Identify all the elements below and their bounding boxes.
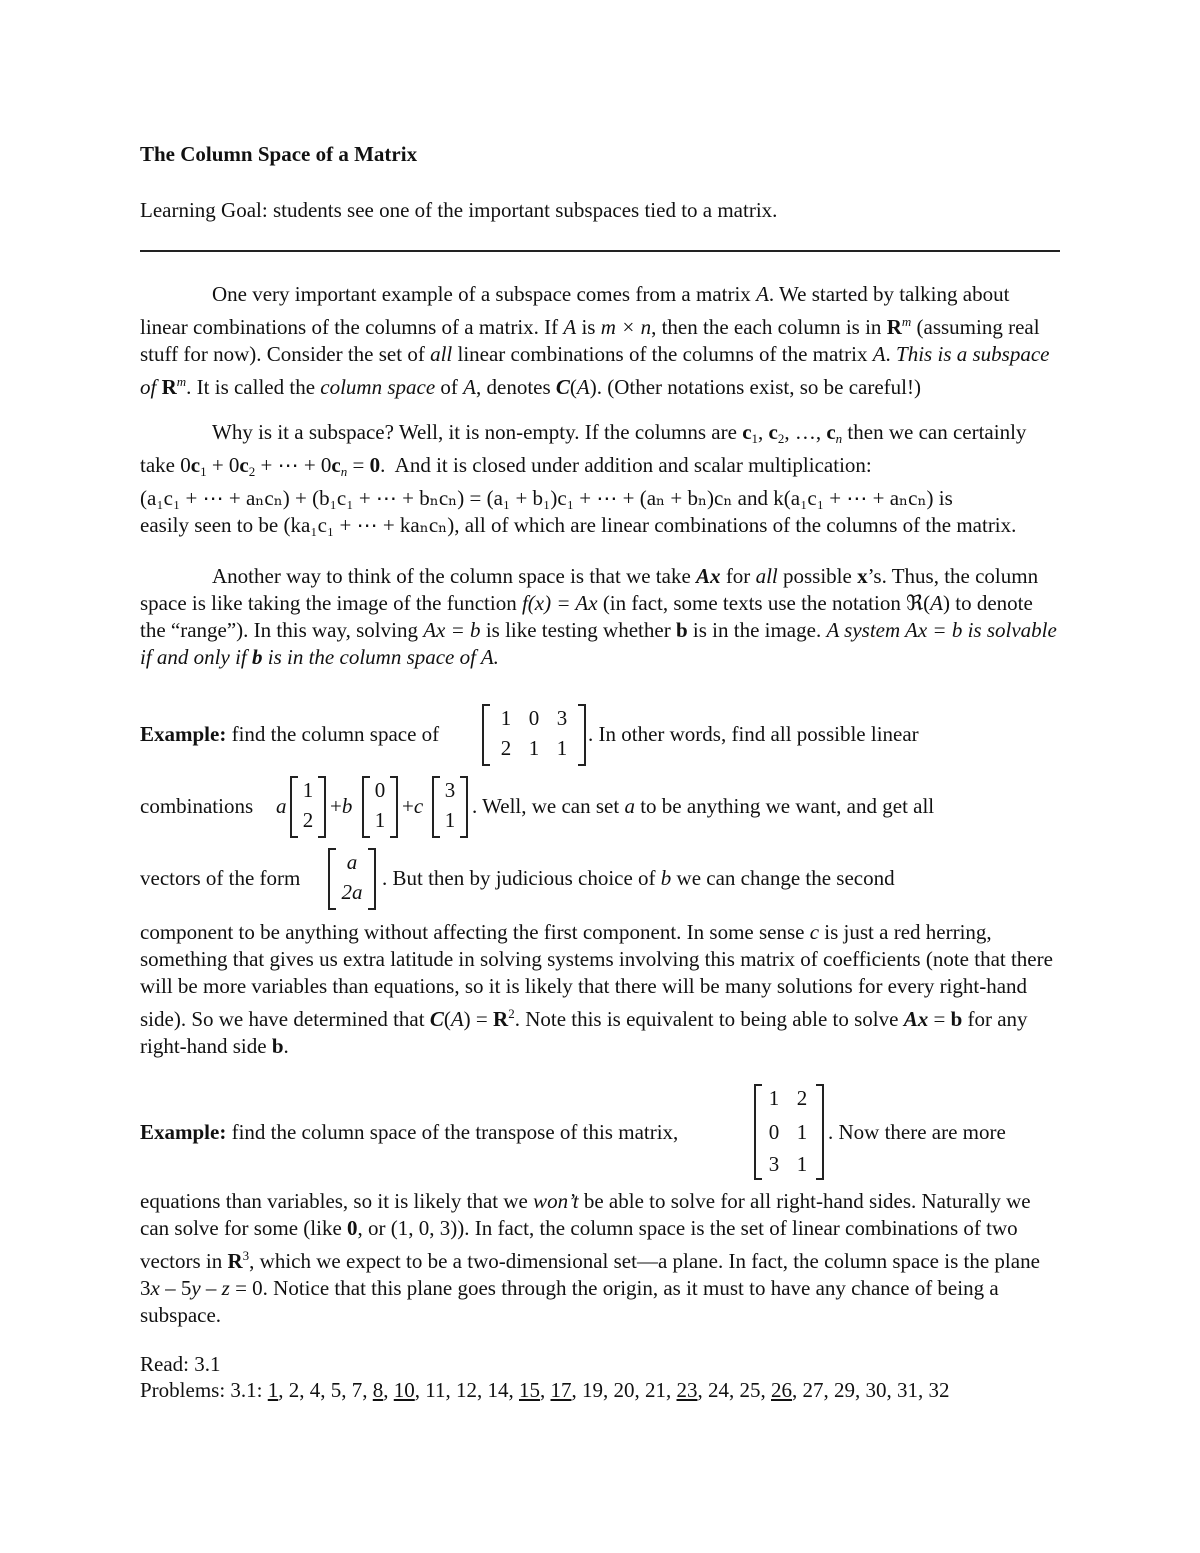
problem-number: 25 bbox=[739, 1378, 761, 1402]
example1-vector-form: vectors of the form a 2a . But then by judicious choice of b we can change the second bbox=[140, 846, 1060, 912]
example1-combinations: combinations a 1 2 +b 0 1 +c 3 1 . Well, we can set a to be anything we want, and get all bbox=[140, 774, 1060, 840]
vector-col2: 0 1 bbox=[362, 776, 398, 836]
paragraph-image: Another way to think of the column space is that we take Ax for all possible x’s. Thus, the column space is like taking the image of the function f(x) = Ax (in fact, some texts use the notation ℜ(A) to denote the “range”). In this way, solving Ax = b is like testing whether b is in the image. A system Ax = b is solvable if and only if b is in the column space of A. bbox=[140, 564, 1057, 669]
matrix-A: 1 0 3 2 1 1 bbox=[482, 704, 586, 764]
example1-label: Example: bbox=[140, 722, 227, 746]
learning-goal: Learning Goal: students see one of the important subspaces tied to a matrix. bbox=[140, 198, 778, 222]
problem-number: 30 bbox=[865, 1378, 887, 1402]
problem-number: 4 bbox=[309, 1378, 321, 1402]
problem-number: 19 bbox=[582, 1378, 603, 1402]
problem-number: 10 bbox=[393, 1378, 415, 1402]
example1-line1: Example: find the column space of 1 0 3 2 1 1 . In other words, find all possible linear bbox=[140, 702, 1060, 768]
matrix-A-transpose: 1 2 0 1 3 1 bbox=[754, 1084, 824, 1178]
page-title: The Column Space of a Matrix bbox=[140, 142, 418, 166]
example2-line1: Example: find the column space of the transpose of this matrix, 1 2 0 1 3 1 . Now there are more bbox=[140, 1084, 1060, 1180]
problem-number: 15 bbox=[519, 1378, 540, 1402]
vector-col3: 3 1 bbox=[432, 776, 468, 836]
problem-number: 29 bbox=[834, 1378, 855, 1402]
problem-number: 32 bbox=[928, 1378, 950, 1402]
problem-number: 20 bbox=[613, 1378, 635, 1402]
example2-label: Example: bbox=[140, 1120, 227, 1144]
reading-assignment: Read: 3.1 bbox=[140, 1352, 221, 1376]
problem-number: 8 bbox=[372, 1378, 384, 1402]
paragraph-intro: One very important example of a subspace comes from a matrix A. We started by talking about linear combinations of the columns of a matrix. If A is m × n, then the each column is in $R^m$ (assuming real stuff for now). Consider the set of all linear combinations of the columns of the matrix A. This is a subspace of $R^m$. It is called the column space of A, denotes C(A). (Other notations exist, so be careful!) bbox=[140, 282, 1050, 399]
vector-col1: 1 2 bbox=[290, 776, 326, 836]
problem-number: 5 bbox=[330, 1378, 342, 1402]
problem-number: 11 bbox=[425, 1378, 446, 1402]
problem-number: 1 bbox=[267, 1378, 279, 1402]
problem-number: 12 bbox=[456, 1378, 477, 1402]
problem-number: 21 bbox=[645, 1378, 666, 1402]
problem-number: 2 bbox=[288, 1378, 300, 1402]
problem-number: 26 bbox=[771, 1378, 792, 1402]
horizontal-divider bbox=[140, 250, 1060, 252]
problem-number: 27 bbox=[802, 1378, 824, 1402]
problem-number: 7 bbox=[351, 1378, 363, 1402]
paragraph-why-subspace: Why is it a subspace? Well, it is non-empty. If the columns are $c_1$, $c_2$, …, $c_n$ then we can certainly take $0c_1 + 0c_2$ + ⋯ + $0c_n = 0$. And it is closed under addition and scalar multiplication: (a₁c₁ + ⋯ + aₙcₙ) + (b₁c₁ + ⋯ + bₙcₙ) = (a₁ + b₁)c₁ + ⋯ + (aₙ + bₙ)cₙ and k(a₁c₁ + ⋯ + aₙcₙ) is easily seen to be (ka₁c₁ + ⋯ + kaₙcₙ), all of which are linear combinations of the columns of the matrix. bbox=[140, 420, 1027, 537]
problem-number: 24 bbox=[708, 1378, 729, 1402]
example1-continuation: component to be anything without affecting the first component. In some sense c is just a red herring, something that gives us extra latitude in solving systems involving this matrix of coefficients (note that there will be more variables than equations, so it is likely that there will be many solutions for every right-hand side). So we have determined that $C(A) = R^2$. Note this is equivalent to being able to solve Ax = b for any right-hand side b. bbox=[140, 920, 1053, 1058]
vector-form: a 2a bbox=[328, 848, 376, 908]
problem-number: 14 bbox=[487, 1378, 509, 1402]
problem-number: 17 bbox=[550, 1378, 572, 1402]
example2-continuation: equations than variables, so it is likely that we won’t be able to solve for all right-hand sides. Naturally we can solve for some (like 0, or (1, 0, 3)). In fact, the column space is the set of linear combinations of two vectors in $R^3$, which we expect to be a two-dimensional set—a plane. In fact, the column space is the plane 3x – 5y – z = 0. Notice that this plane goes through the origin, as it must to have any chance of being a subspace. bbox=[140, 1189, 1040, 1327]
problem-number: 31 bbox=[897, 1378, 918, 1402]
problems-list: Problems: 3.1: 1, 2, 4, 5, 7, 8, 10, 11, 12, 14, 15, 17, 19, 20, 21, 23, 24, 25, 26, 27, 29, 30, 31, 32 bbox=[140, 1378, 950, 1402]
problem-number: 23 bbox=[676, 1378, 698, 1402]
